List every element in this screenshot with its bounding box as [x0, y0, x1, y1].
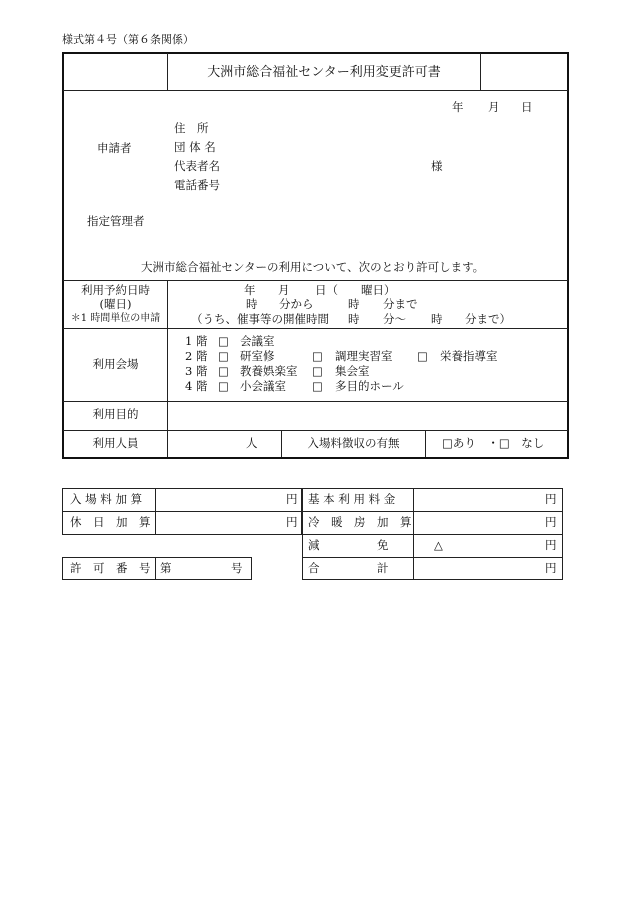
checkbox[interactable]: □ — [218, 364, 229, 378]
checkbox[interactable]: □ — [312, 364, 323, 378]
people-label: 利用人員 — [92, 436, 139, 450]
group-name-label: 団 体 名 — [174, 140, 216, 154]
room-small-meeting: 小会議室 — [240, 379, 286, 393]
checkbox[interactable]: □ — [312, 349, 323, 363]
form-title: 大洲市総合福祉センター利用変更許可書 — [207, 65, 441, 80]
res-end-hour: 時 — [348, 297, 360, 311]
res-end-min: 分まで — [383, 297, 418, 311]
reduction-label: 減 免 — [308, 538, 389, 552]
title-divider-right — [480, 53, 481, 90]
fee-collection-options[interactable]: □あり ・□ なし — [442, 436, 545, 450]
reservation-note: ＊1 時間単位の申請 — [70, 313, 161, 324]
purpose-row-border — [63, 430, 568, 431]
entry-surcharge-yen: 円 — [286, 492, 298, 506]
permit-statement: 大洲市総合福祉センターの利用について、次のとおり許可します。 — [141, 260, 485, 274]
permit-number-divider — [155, 558, 156, 579]
room-recreation: 教養娯楽室 — [240, 364, 298, 378]
checkbox[interactable]: □ — [218, 349, 229, 363]
date-month: 月 — [488, 100, 500, 114]
manager-label: 指定管理者 — [87, 214, 145, 228]
base-fee-label: 基 本 利 用 料 金 — [308, 492, 396, 506]
checkbox[interactable]: □ — [218, 379, 229, 393]
room-nutrition: 栄養指導室 — [440, 349, 498, 363]
people-divider-2 — [425, 431, 426, 457]
venue-label: 利用会場 — [92, 357, 139, 371]
fee-col-divider — [413, 489, 414, 579]
floor-3: 3 階 — [185, 364, 208, 378]
aircon-surcharge-yen: 円 — [545, 515, 557, 529]
total-label: 合 計 — [308, 561, 389, 575]
applicant-label: 申請者 — [97, 141, 132, 155]
res-weekday: 曜日） — [361, 283, 396, 297]
res-start-hour: 時 — [246, 297, 258, 311]
total-yen: 円 — [545, 561, 557, 575]
purpose-label: 利用目的 — [92, 407, 139, 421]
honorific-sama: 様 — [431, 159, 443, 173]
event-start-hour: 時 — [348, 312, 360, 326]
reservation-row-border — [63, 328, 568, 329]
floor-1: 1 階 — [185, 334, 208, 348]
surcharge-row-divider — [63, 511, 301, 512]
reduction-yen: 円 — [545, 538, 557, 552]
representative-label: 代表者名 — [174, 159, 220, 173]
floor-4: 4 階 — [185, 379, 208, 393]
checkbox[interactable]: □ — [417, 349, 428, 363]
reservation-weekday-label: (曜日) — [99, 297, 132, 311]
event-end-hour: 時 — [431, 312, 443, 326]
reduction-triangle: △ — [434, 538, 443, 552]
entry-surcharge-label: 入 場 料 加 算 — [70, 492, 143, 506]
holiday-surcharge-yen: 円 — [286, 515, 298, 529]
room-cooking: 調理実習室 — [335, 349, 393, 363]
checkbox[interactable]: □ — [218, 334, 229, 348]
room-multipurpose: 多目的ホール — [335, 379, 404, 393]
venue-row-border — [63, 401, 568, 402]
form-number: 様式第４号（第６条関係） — [62, 33, 194, 46]
fee-row-divider-3 — [303, 557, 562, 558]
surcharge-col-divider — [155, 489, 156, 534]
res-start-min: 分から — [279, 297, 314, 311]
base-fee-yen: 円 — [545, 492, 557, 506]
date-year: 年 — [452, 100, 464, 114]
holiday-surcharge-label: 休 日 加 算 — [70, 515, 151, 529]
res-day: 日（ — [315, 283, 338, 297]
checkbox[interactable]: □ — [312, 379, 323, 393]
event-end-min: 分まで） — [465, 312, 511, 326]
people-unit: 人 — [246, 436, 258, 450]
date-day: 日 — [521, 100, 533, 114]
res-month: 月 — [278, 283, 290, 297]
room-kenshushitsu: 研室修 — [240, 349, 275, 363]
permit-number-prefix: 第 — [160, 561, 172, 575]
title-row-border — [63, 90, 568, 91]
event-time-prefix: （うち、催事等の開催時間 — [191, 312, 329, 326]
res-year: 年 — [244, 283, 256, 297]
phone-label: 電話番号 — [174, 178, 220, 192]
permit-number-suffix: 号 — [231, 561, 243, 575]
permit-number-label: 許 可 番 号 — [70, 561, 151, 575]
floor-2: 2 階 — [185, 349, 208, 363]
room-assembly: 集会室 — [335, 364, 370, 378]
address-label: 住 所 — [174, 121, 209, 135]
fee-row-divider-2 — [303, 534, 562, 535]
event-start-min: 分～ — [383, 312, 406, 326]
fee-row-divider-1 — [303, 511, 562, 512]
statement-border — [63, 280, 568, 281]
room-kaigishitsu: 会議室 — [240, 334, 275, 348]
reservation-label: 利用予約日時 — [81, 283, 150, 297]
aircon-surcharge-label: 冷 暖 房 加 算 — [308, 515, 412, 529]
fee-collection-label: 入場料徴収の有無 — [307, 436, 400, 450]
